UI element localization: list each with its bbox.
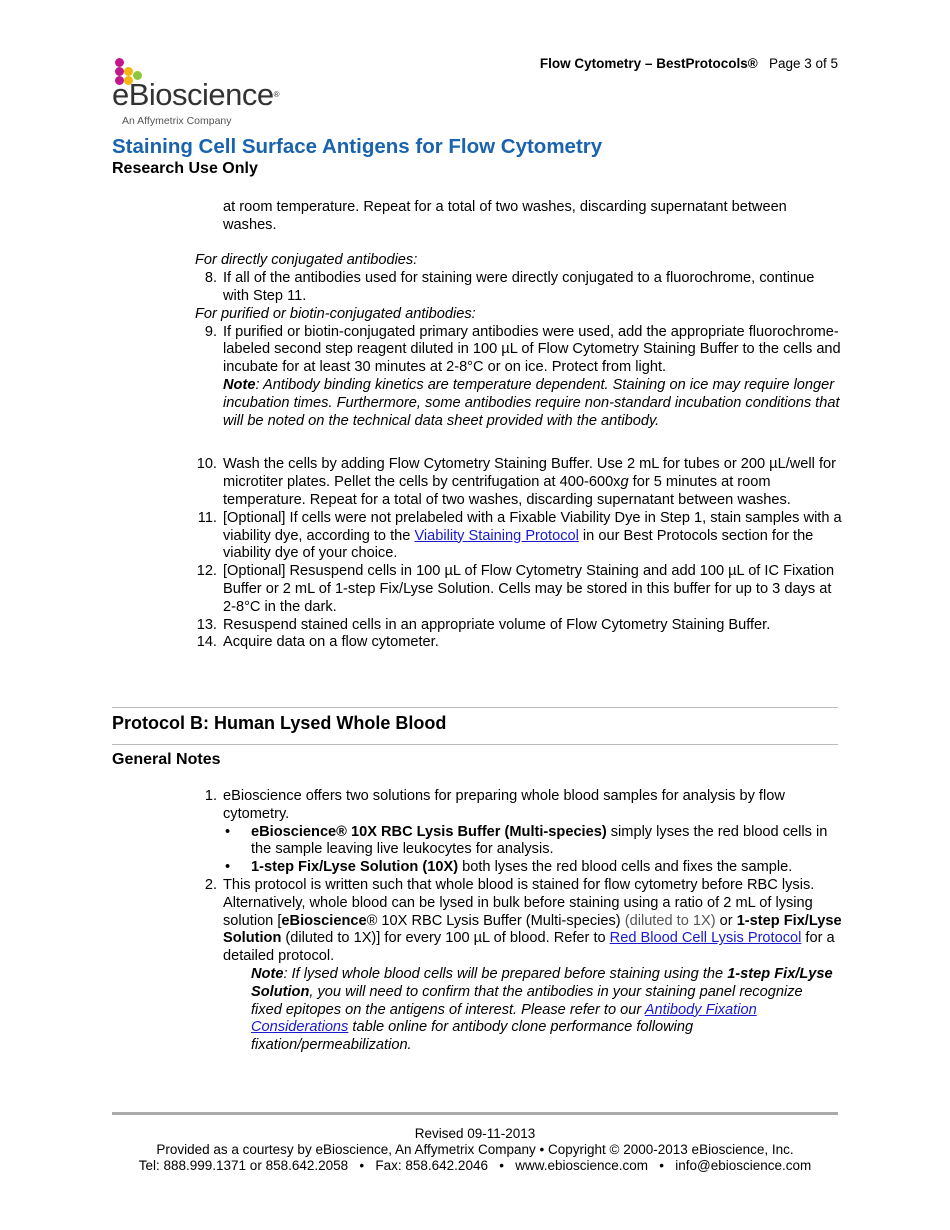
bullet-rbc-lysis: • eBioscience® 10X RBC Lysis Buffer (Multi-species) simply lyses the red blood cells in the sample leaving live leukocytes for analysis.: [225, 823, 828, 858]
logo-subtitle: An Affymetrix Company: [122, 115, 232, 127]
protocol-steps: [195, 199, 843, 652]
step-8: 8. If all of the antibodies used for staining were directly conjugated to a fluorochrome, continue with Step 11.: [204, 270, 815, 304]
antibody-fixation-link[interactable]: Antibody Fixation Considerations: [251, 1001, 757, 1036]
protocol-b-heading: Protocol B: Human Lysed Whole Blood: [112, 713, 447, 733]
footer-contact: Tel: 888.999.1371 or 858.642.2058 • Fax: 858.642.2046 • www.ebioscience.com • info@ebioscience.com: [138, 1158, 812, 1173]
step-9: 9. If purified or biotin-conjugated primary antibodies were used, add the appropriate fluorochrome-labeled second step reagent diluted in 100 µL of Flow Cytometry Staining Buffer to the cells and incubate for at least 30 minutes at 2-8°C or on ice. Protect from light. Note: Antibody binding kinetics are temperature dependent. Staining on ice may require longer incubation times. Furthermore, some antibodies require non-standard incubation conditions that will be noted on the technical data sheet provided with the antibody.: [204, 323, 841, 429]
rbc-lysis-protocol-link[interactable]: Red Blood Cell Lysis Protocol: [609, 930, 802, 947]
divider: [112, 707, 838, 708]
step-10: 10. Wash the cells by adding Flow Cytometry Staining Buffer. Use 2 mL for tubes or 200 µL/well for microtiter plates. Pellet the cells by centrifugation at 400-600xg for 5 minutes at room temperature. Repeat for a total of two washes, discarding supernatant between washes.: [196, 456, 836, 508]
doc-title: Flow Cytometry – BestProtocols®: [539, 56, 758, 71]
step-12: 12. [Optional] Resuspend cells in 100 µL of Flow Cytometry Staining and add 100 µL of IC Fixation Buffer or 2 mL of 1-step Fix/Lyse Solution. Cells may be stored in this buffer for up to 3 days at 2-8°C in the dark.: [196, 563, 835, 615]
footer-courtesy: Provided as a courtesy by eBioscience, An Affymetrix Company • Copyright © 2000-2013 eBioscience, Inc.: [156, 1142, 794, 1157]
step-11: 11. [Optional] If cells were not prelabeled with a Fixable Viability Dye in Step 1, stain samples with a viability dye, according to the Viability Staining Protocol in our Best Protocols section for the viability dye of your choice.: [197, 509, 842, 562]
direct-label: For directly conjugated antibodies:: [195, 252, 418, 269]
footer-divider: [112, 1112, 838, 1115]
document-title: Staining Cell Surface Antigens for Flow Cytometry: [112, 135, 603, 158]
ebioscience-logo: [112, 58, 312, 130]
note-1: 1. eBioscience offers two solutions for preparing whole blood samples for analysis by flow cytometry. • eBioscience® 10X RBC Lysis Buffer (Multi-species) simply lyses the red blood cells in the sample leaving live leukocytes for analysis. • 1-step Fix/Lyse Solution (10X) both lyses the red blood cells and fixes the sample.: [223, 788, 843, 877]
purified-label: For purified or biotin-conjugated antibodies:: [195, 305, 476, 322]
general-notes-list: [204, 788, 843, 1055]
note-2: 2. This protocol is written such that whole blood is stained for flow cytometry before RBC lysis. Alternatively, whole blood can be lysed in bulk before staining using a ratio of 2 mL of lysing solution [eBioscience® 10X RBC Lysis Buffer (Multi-species) (diluted to 1X) or 1-step Fix/Lyse Solution (diluted to 1X)] for every 100 µL of blood. Refer to Red Blood Cell Lysis Protocol for a detailed protocol. Note: If lysed whole blood cells will be prepared before staining using the 1-step Fix/Lyse Solution, you will need to confirm that the antibodies in your staining panel recognize fixed epitopes on the antigens of interest. Please refer to our Antibody Fixation Considerations table online for antibody clone performance following fixation/permeabilization.: [204, 876, 842, 1054]
bullet-fix-lyse: • 1-step Fix/Lyse Solution (10X) both lyses the red blood cells and fixes the sample.: [225, 859, 793, 876]
page-number: Page 3 of 5: [768, 56, 838, 71]
step-continuation: at room temperature. Repeat for a total of two washes, discarding supernatant between washes.: [223, 199, 787, 233]
footer-revised: Revised 09-11-2013: [414, 1126, 536, 1141]
divider: [112, 744, 838, 745]
research-use-only: Research Use Only: [112, 160, 258, 177]
note-2-note: Note: If lysed whole blood cells will be prepared before staining using the 1-step Fix/Lyse Solution, you will need to confirm that the antibodies in your staining panel recognize fixed epitopes on the antigens of interest. Please refer to our Antibody Fixation Considerations table online for antibody clone performance following fixation/permeabilization.: [251, 965, 833, 1054]
general-notes-heading: General Notes: [112, 751, 221, 768]
step-14: 14. Acquire data on a flow cytometer.: [196, 634, 439, 651]
logo-brand: eBioscience®: [112, 77, 280, 112]
step-13: 13. Resuspend stained cells in an appropriate volume of Flow Cytometry Staining Buffer.: [196, 616, 771, 633]
page-header: [540, 55, 838, 73]
viability-staining-link[interactable]: Viability Staining Protocol: [414, 527, 579, 544]
